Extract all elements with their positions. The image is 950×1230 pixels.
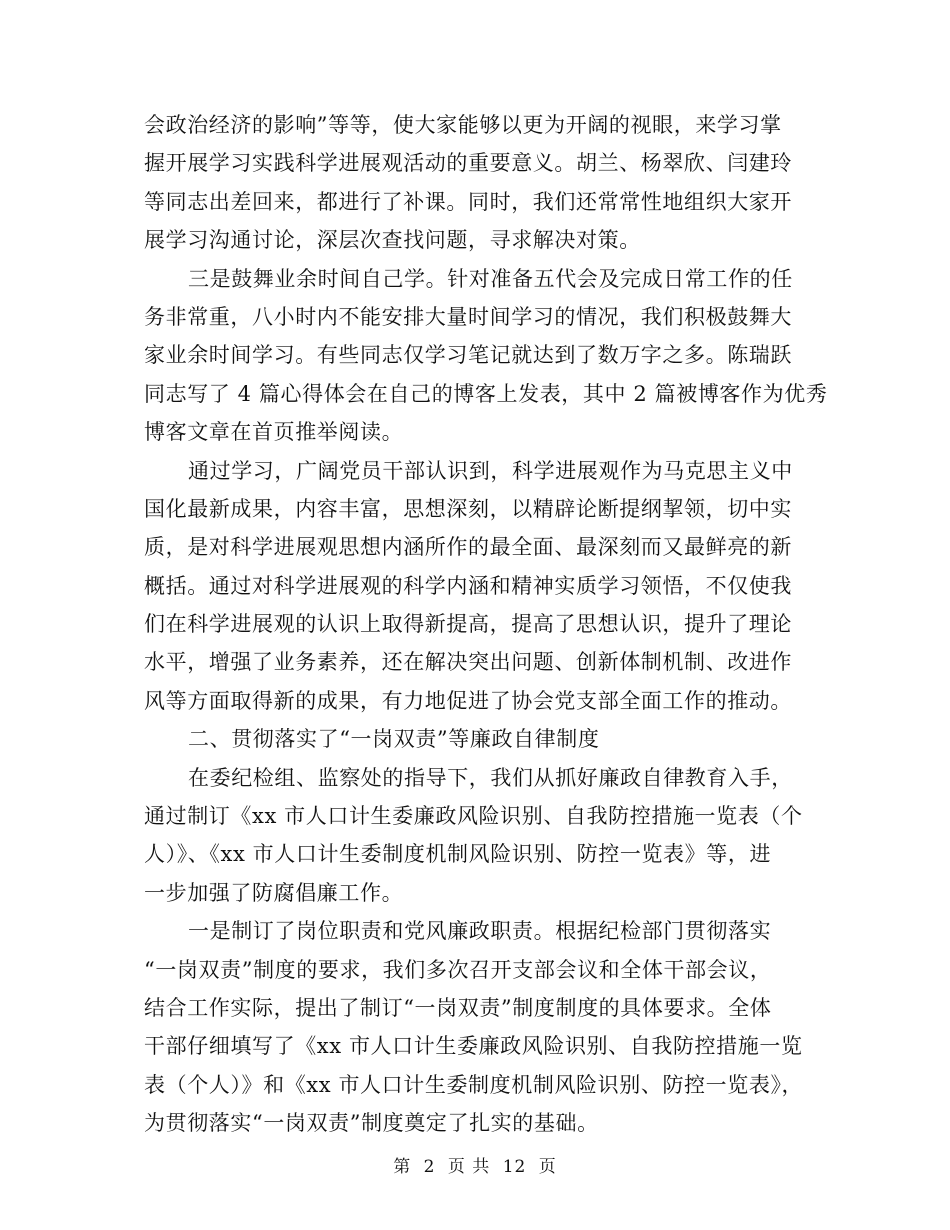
text-line: 风等方面取得新的成果，有力地促进了协会党支部全面工作的推动。 [144,688,792,713]
text-line: 会政治经济的影响”等等，使大家能够以更为开阔的视眼，来学习掌 [144,113,782,137]
text-line: 一步加强了防腐倡廉工作。 [144,880,404,905]
footer-prefix: 第 [393,1157,412,1177]
document-body [144,106,828,1143]
text-line: 水平，增强了业务素养，还在解决突出问题、创新体制机制、改进作 [144,650,792,675]
text-line: 家业余时间学习。有些同志仅学习笔记就达到了数万字之多。陈瑞跃 [144,343,792,368]
footer-suffix: 页 [538,1157,557,1177]
text-line: “一岗双责”制度的要求，我们多次召开支部会议和全体干部会议， [144,957,772,982]
text-line: 为贯彻落实“一岗双责”制度奠定了扎实的基础。 [144,1111,599,1136]
page-footer [0,1152,950,1177]
text-line: 国化最新成果，内容丰富，思想深刻，以精辟论断提纲挈领，切中实 [144,496,792,521]
text-line: 结合工作实际，提出了制订“一岗双责”制度制度的具体要求。全体 [144,995,772,1020]
text-line: 通过制订《xx 市人口计生委廉政风险识别、自我防控措施一览表（个 [144,804,803,829]
text-line: 等同志出差回来，都进行了补课。同时，我们还常常性地组织大家开 [144,189,792,214]
text-line: 务非常重，八小时内不能安排大量时间学习的情况，我们积极鼓舞大 [144,304,792,329]
text-line: 人）》、《xx 市人口计生委制度机制风险识别、防控一览表》等，进 [144,842,772,867]
text-line: 表（个人）》和《xx 市人口计生委制度机制风险识别、防控一览表》， [144,1072,804,1097]
text-line: 质，是对科学进展观思想内涵所作的最全面、最深刻而又最鲜亮的新 [144,535,792,560]
page-number: 2 [423,1157,436,1177]
paragraph-start-line: 通过学习，广阔党员干部认识到，科学进展观作为马克思主义中 [188,458,793,483]
text-line: 干部仔细填写了《xx 市人口计生委廉政风险识别、自我防控措施一览 [144,1034,803,1059]
text-line: 概括。通过对科学进展观的科学内涵和精神实质学习领悟，不仅使我 [144,573,792,598]
footer-middle: 页 共 [447,1157,491,1177]
paragraph-start-line: 三是鼓舞业余时间自己学。针对准备五代会及完成日常工作的任 [188,266,793,291]
section-heading: 二、贯彻落实了“一岗双责”等廉政自律制度 [188,727,600,752]
text-line: 展学习沟通讨论，深层次查找问题，寻求解决对策。 [144,228,641,253]
text-line: 们在科学进展观的认识上取得新提高，提高了思想认识，提升了理论 [144,612,792,637]
paragraph-start-line: 一是制订了岗位职责和党风廉政职责。根据纪检部门贯彻落实 [188,919,772,944]
text-line: 同志写了 4 篇心得体会在自己的博客上发表，其中 2 篇被博客作为优秀 [144,381,828,406]
paragraph-start-line: 在委纪检组、监察处的指导下，我们从抓好廉政自律教育入手， [188,765,793,790]
text-line: 博客文章在首页推举阅读。 [144,420,404,445]
page-total: 12 [502,1157,527,1177]
text-line: 握开展学习实践科学进展观活动的重要意义。胡兰、杨翠欣、闫建玲 [144,151,792,176]
